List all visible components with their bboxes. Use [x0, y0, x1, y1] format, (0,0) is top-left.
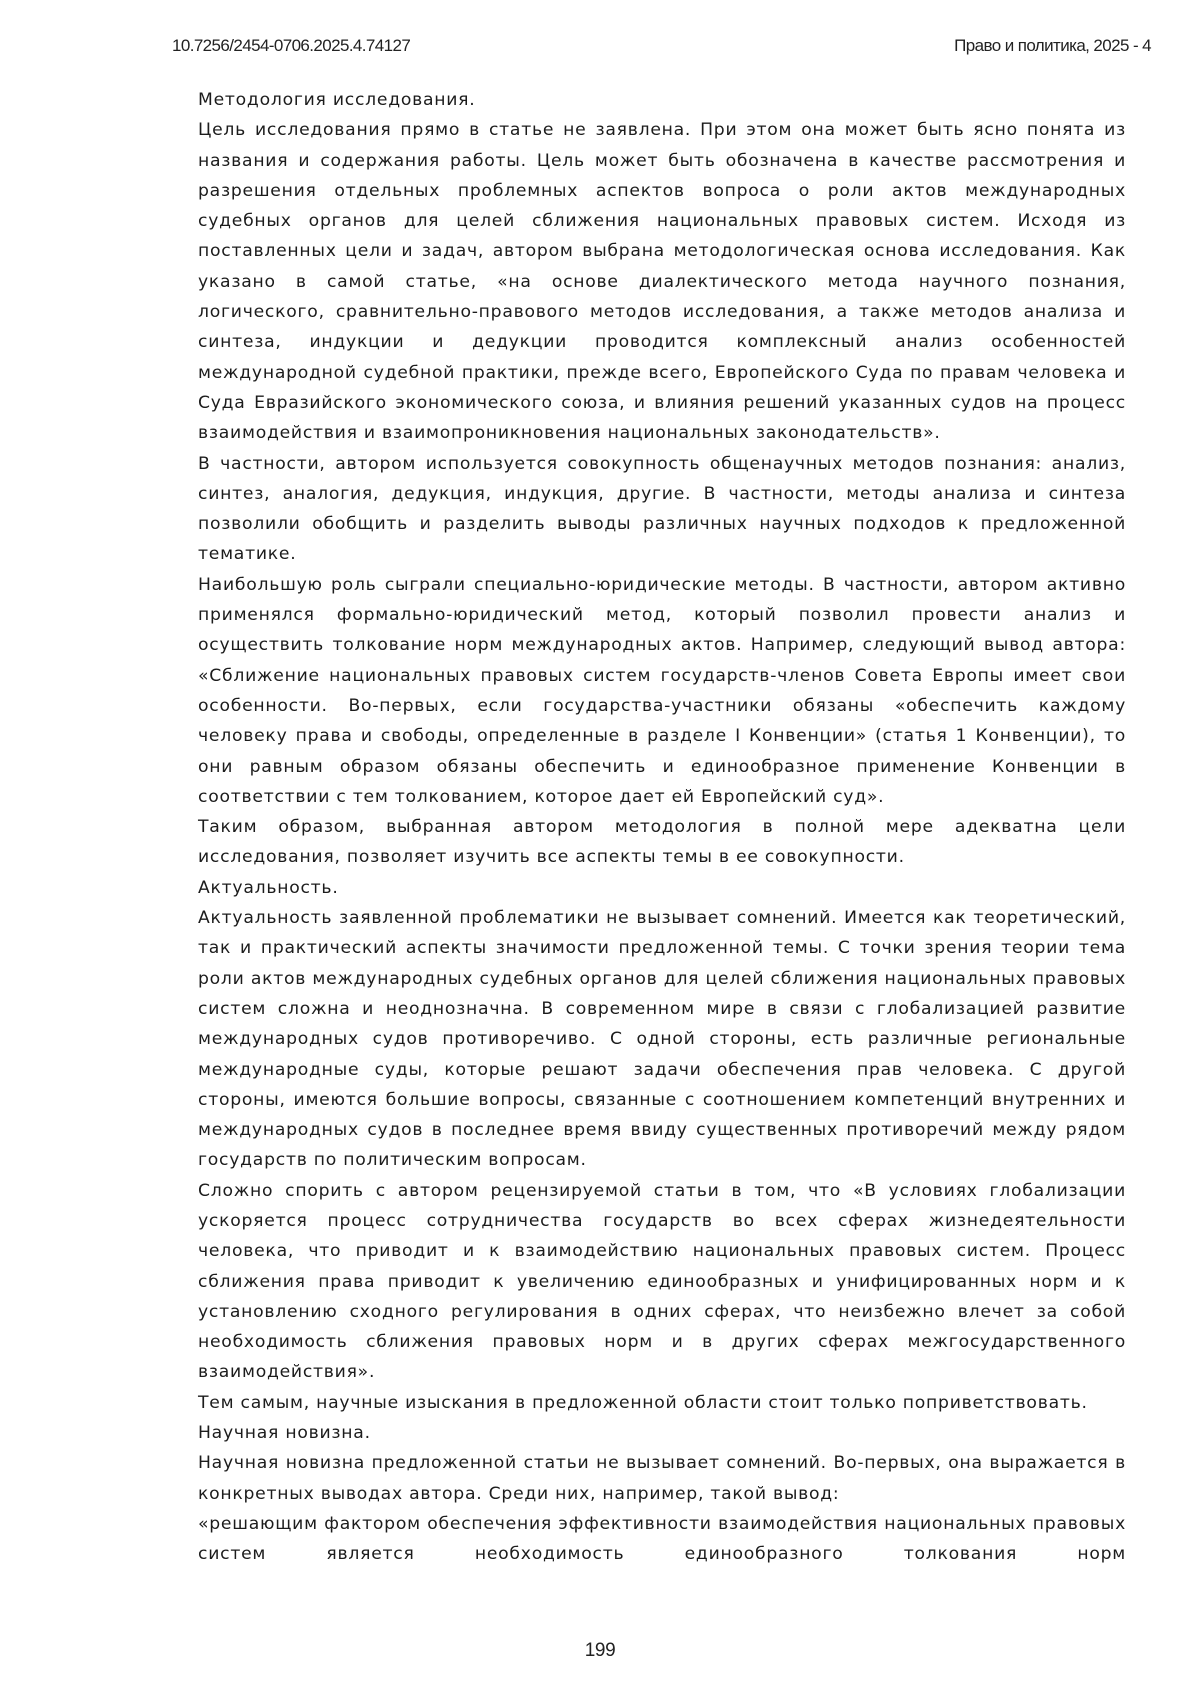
paragraph: Цель исследования прямо в статье не заявлена. При этом она может быть ясно понята из названия и содержания работы. Цель может быть обозначена в качестве рассмотрения и разрешения отдельных проблемных аспектов вопроса о роли актов международных судебных органов для целей сближения национальных правовых систем. Исходя из поставленных цели и задач, автором выбрана методологическая основа исследования. Как указано в самой статье, «на основе диалектического метода научного познания, логического, сравнительно-правового методов исследования, а также методов анализа и синтеза, индукции и дедукции проводится комплексный анализ особенностей международной судебной практики, прежде всего, Европейского Суда по правам человека и Суда Евразийского экономического союза, и влияния решений указанных судов на процесс взаимодействия и взаимопроникновения национальных законодательств». [198, 115, 1126, 448]
paragraph: Сложно спорить с автором рецензируемой статьи в том, что «В условиях глобализации ускоряется процесс сотрудничества государств во всех сферах жизнедеятельности человека, что приводит и к взаимодействию национальных правовых систем. Процесс сближения права приводит к увеличению единообразных и унифицированных норм и к установлению сходного регулирования в одних сферах, что неизбежно влечет за собой необходимость сближения правовых норм и в других сферах межгосударственного взаимодействия». [198, 1176, 1126, 1388]
paragraph: Методология исследования. [198, 85, 1126, 115]
journal-title: Право и политика, 2025 - 4 [954, 36, 1151, 56]
paragraph: «решающим фактором обеспечения эффективности взаимодействия национальных правовых систем является необходимость единообразного толкования норм [198, 1509, 1126, 1570]
paragraph: Таким образом, выбранная автором методология в полной мере адекватна цели исследования, позволяет изучить все аспекты темы в ее совокупности. [198, 812, 1126, 873]
paragraph: Тем самым, научные изыскания в предложенной области стоит только поприветствовать. [198, 1388, 1126, 1418]
paragraph: Актуальность. [198, 873, 1126, 903]
article-body [198, 85, 1126, 1570]
doi: 10.7256/2454-0706.2025.4.74127 [172, 36, 410, 56]
paragraph: Наибольшую роль сыграли специально-юридические методы. В частности, автором активно применялся формально-юридический метод, который позволил провести анализ и осуществить толкование норм международных актов. Например, следующий вывод автора: «Сближение национальных правовых систем государств-членов Совета Европы имеет свои особенности. Во-первых, если государства-участники обязаны «обеспечить каждому человеку права и свободы, определенные в разделе I Конвенции» (статья 1 Конвенции), то они равным образом обязаны обеспечить и единообразное применение Конвенции в соответствии с тем толкованием, которое дает ей Европейский суд». [198, 570, 1126, 812]
paragraph: Научная новизна. [198, 1418, 1126, 1448]
paragraph: В частности, автором используется совокупность общенаучных методов познания: анализ, синтез, аналогия, дедукция, индукция, другие. В частности, методы анализа и синтеза позволили обобщить и разделить выводы различных научных подходов к предложенной тематике. [198, 449, 1126, 570]
paragraph: Актуальность заявленной проблематики не вызывает сомнений. Имеется как теоретический, так и практический аспекты значимости предложенной темы. С точки зрения теории тема роли актов международных судебных органов для целей сближения национальных правовых систем сложна и неоднозначна. В современном мире в связи с глобализацией развитие международных судов противоречиво. С одной стороны, есть различные региональные международные суды, которые решают задачи обеспечения прав человека. С другой стороны, имеются большие вопросы, связанные с соотношением компетенций внутренних и международных судов в последнее время ввиду существенных противоречий между рядом государств по политическим вопросам. [198, 903, 1126, 1176]
page-number: 199 [0, 1640, 1200, 1662]
paragraph: Научная новизна предложенной статьи не вызывает сомнений. Во-первых, она выражается в конкретных выводах автора. Среди них, например, такой вывод: [198, 1448, 1126, 1509]
page-header [172, 36, 1151, 60]
